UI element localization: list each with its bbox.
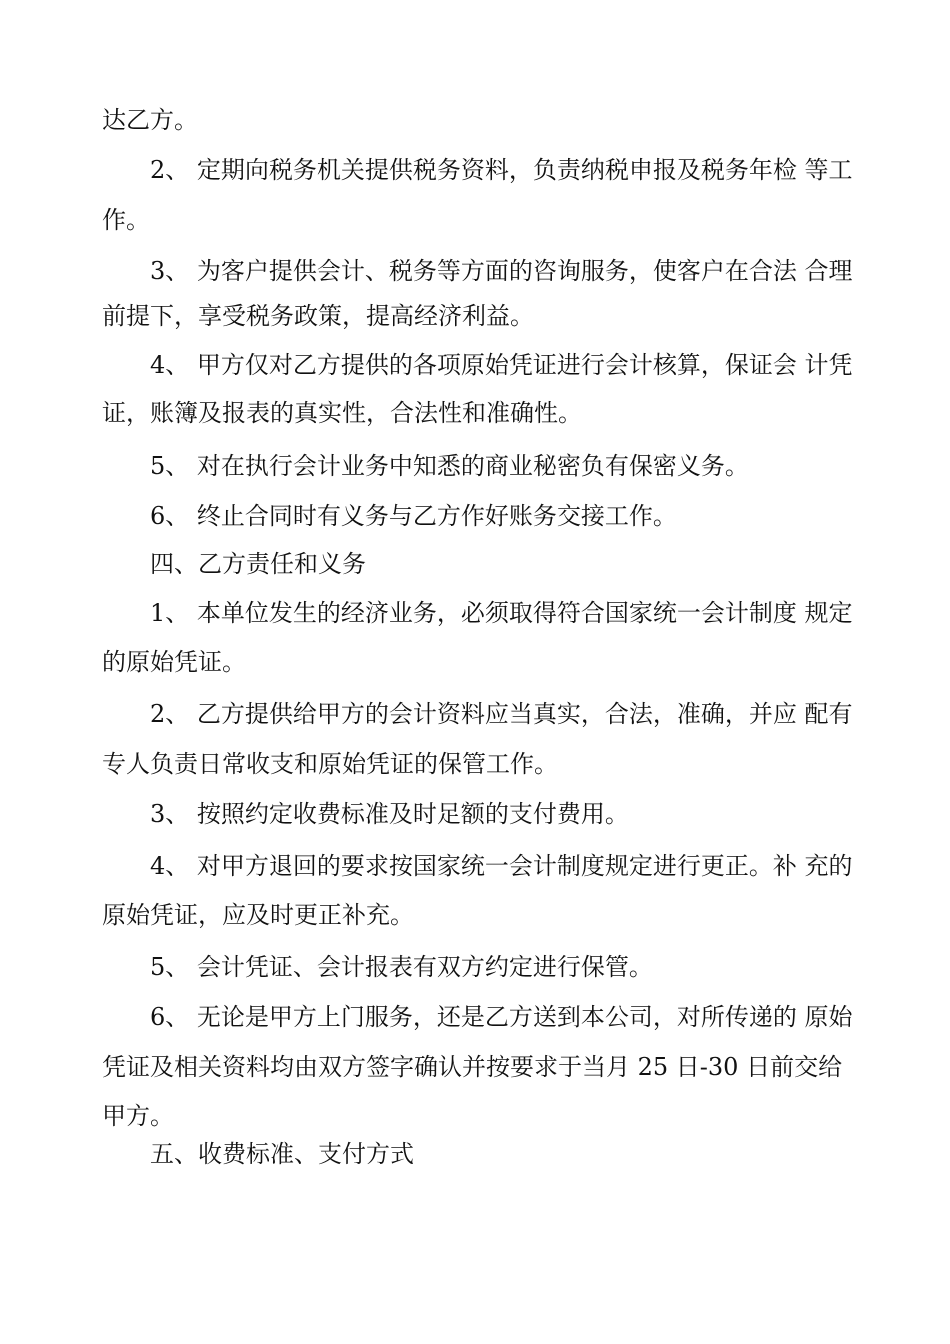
paragraph-line: 达乙方。 bbox=[102, 106, 198, 134]
paragraph-line: 甲方。 bbox=[102, 1102, 174, 1130]
section-heading: 四、乙方责任和义务 bbox=[150, 550, 366, 578]
paragraph-line: 证，账簿及报表的真实性，合法性和准确性。 bbox=[102, 399, 582, 427]
paragraph-line: 的原始凭证。 bbox=[102, 648, 246, 676]
paragraph-line: 5、 对在执行会计业务中知悉的商业秘密负有保密义务。 bbox=[150, 452, 749, 480]
paragraph-line: 3、 为客户提供会计、税务等方面的咨询服务，使客户在合法 合理 bbox=[150, 257, 853, 285]
paragraph-line: 作。 bbox=[102, 206, 150, 234]
paragraph-line: 前提下，享受税务政策，提高经济利益。 bbox=[102, 302, 534, 330]
paragraph-line: 4、 对甲方退回的要求按国家统一会计制度规定进行更正。补 充的 bbox=[150, 852, 853, 880]
paragraph-line: 凭证及相关资料均由双方签字确认并按要求于当月 25 日-30 日前交给 bbox=[102, 1053, 843, 1081]
paragraph-line: 5、 会计凭证、会计报表有双方约定进行保管。 bbox=[150, 953, 653, 981]
paragraph-line: 1、 本单位发生的经济业务，必须取得符合国家统一会计制度 规定 bbox=[150, 599, 853, 627]
paragraph-line: 4、 甲方仅对乙方提供的各项原始凭证进行会计核算，保证会 计凭 bbox=[150, 351, 853, 379]
paragraph-line: 专人负责日常收支和原始凭证的保管工作。 bbox=[102, 750, 558, 778]
paragraph-line: 3、 按照约定收费标准及时足额的支付费用。 bbox=[150, 800, 629, 828]
paragraph-line: 6、 终止合同时有义务与乙方作好账务交接工作。 bbox=[150, 502, 677, 530]
paragraph-line: 原始凭证，应及时更正补充。 bbox=[102, 901, 414, 929]
paragraph-line: 6、 无论是甲方上门服务，还是乙方送到本公司，对所传递的 原始 bbox=[150, 1003, 853, 1031]
paragraph-line: 2、 定期向税务机关提供税务资料，负责纳税申报及税务年检 等工 bbox=[150, 156, 853, 184]
paragraph-line: 2、 乙方提供给甲方的会计资料应当真实，合法，准确，并应 配有 bbox=[150, 700, 853, 728]
section-heading: 五、收费标准、支付方式 bbox=[150, 1140, 414, 1168]
